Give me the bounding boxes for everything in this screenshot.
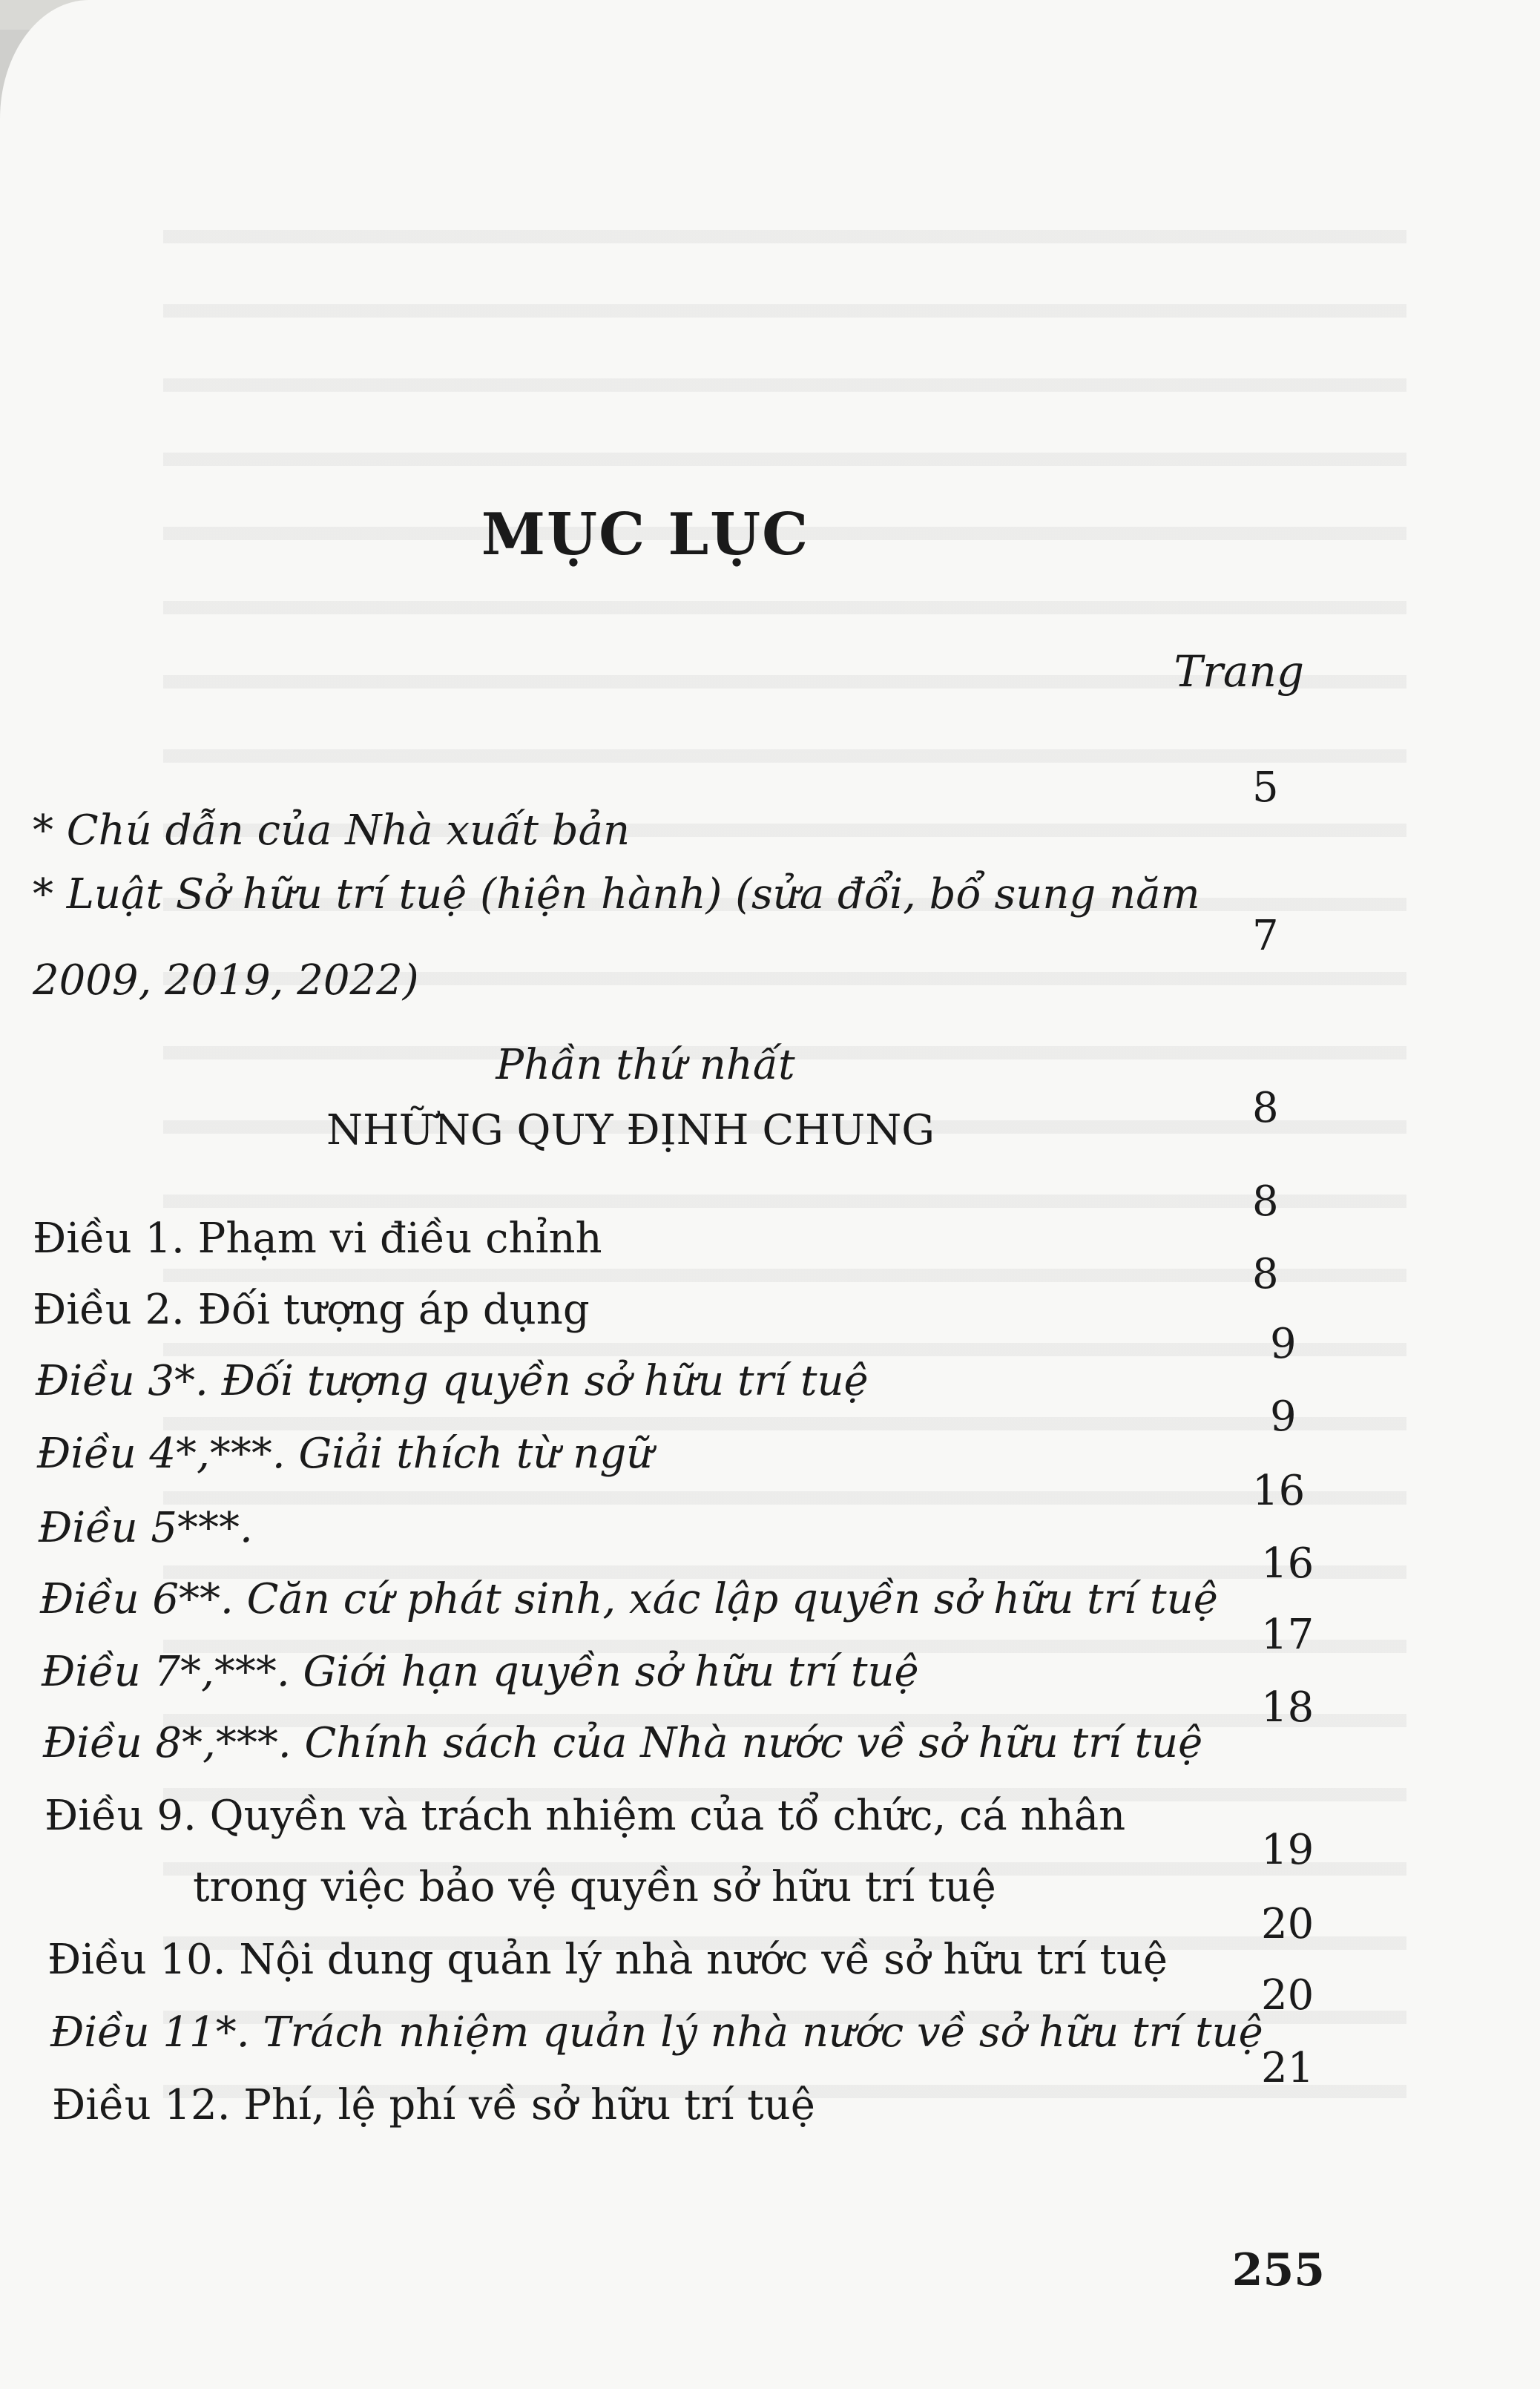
toc-entry-page: 9 bbox=[1270, 1320, 1297, 1368]
page-title: MỤC LỤC bbox=[481, 501, 810, 568]
toc-entry-text: 2009, 2019, 2022) bbox=[33, 956, 419, 1005]
toc-entry-text: Điều 7*,***. Giới hạn quyền sở hữu trí tuệ bbox=[42, 1648, 919, 1696]
toc-entry-text: Điều 4*,***. Giải thích từ ngữ bbox=[37, 1430, 654, 1478]
toc-entry-text: * Chú dẫn của Nhà xuất bản bbox=[33, 806, 631, 855]
toc-entry-text: Điều 6**. Căn cứ phát sinh, xác lập quyền sở hữu trí tuệ bbox=[40, 1575, 1218, 1623]
toc-entry-text: Điều 5***. bbox=[39, 1504, 253, 1552]
toc-entry-text: Điều 2. Đối tượng áp dụng bbox=[33, 1286, 590, 1334]
toc-entry-page: 18 bbox=[1261, 1683, 1314, 1732]
toc-entry-text: Điều 11*. Trách nhiệm quản lý nhà nước về sở hữu trí tuệ bbox=[50, 2008, 1263, 2057]
page-number: 255 bbox=[1231, 2244, 1325, 2296]
toc-entry-text: Điều 8*,***. Chính sách của Nhà nước về sở hữu trí tuệ bbox=[43, 1719, 1203, 1767]
toc-entry-text: Điều 1. Phạm vi điều chỉnh bbox=[33, 1215, 602, 1263]
toc-entry-page: 8 bbox=[1252, 1250, 1279, 1298]
toc-entry-page: 16 bbox=[1252, 1467, 1306, 1515]
toc-entry-page: 16 bbox=[1261, 1539, 1314, 1588]
toc-entry-page: 7 bbox=[1252, 912, 1279, 960]
toc-entry-page: 5 bbox=[1252, 763, 1279, 812]
toc-entry-page: 20 bbox=[1261, 1900, 1314, 1948]
part-title: NHỮNG QUY ĐỊNH CHUNG bbox=[326, 1106, 935, 1154]
toc-entry-text: Điều 3*. Đối tượng quyền sở hữu trí tuệ bbox=[36, 1357, 869, 1405]
toc-entry-page: 8 bbox=[1252, 1177, 1279, 1226]
toc-entry-text: * Luật Sở hữu trí tuệ (hiện hành) (sửa đổi, bổ sung năm bbox=[33, 870, 1200, 919]
part-subtitle: Phần thứ nhất bbox=[496, 1041, 795, 1089]
toc-entry-text: Điều 9. Quyền và trách nhiệm của tổ chức, cá nhân bbox=[45, 1792, 1126, 1840]
column-label: Trang bbox=[1174, 646, 1304, 697]
toc-entry-page: 19 bbox=[1261, 1826, 1314, 1874]
toc-entry-page: 20 bbox=[1261, 1971, 1314, 2020]
part-page: 8 bbox=[1252, 1084, 1279, 1132]
toc-entry-text: trong việc bảo vệ quyền sở hữu trí tuệ bbox=[193, 1863, 996, 1911]
toc-entry-text: Điều 10. Nội dung quản lý nhà nước về sở hữu trí tuệ bbox=[47, 1936, 1168, 1984]
toc-entry-page: 17 bbox=[1261, 1611, 1314, 1659]
toc-entry-page: 9 bbox=[1270, 1393, 1297, 1441]
toc-entry-page: 21 bbox=[1261, 2044, 1314, 2092]
toc-entry-text: Điều 12. Phí, lệ phí về sở hữu trí tuệ bbox=[52, 2081, 815, 2129]
